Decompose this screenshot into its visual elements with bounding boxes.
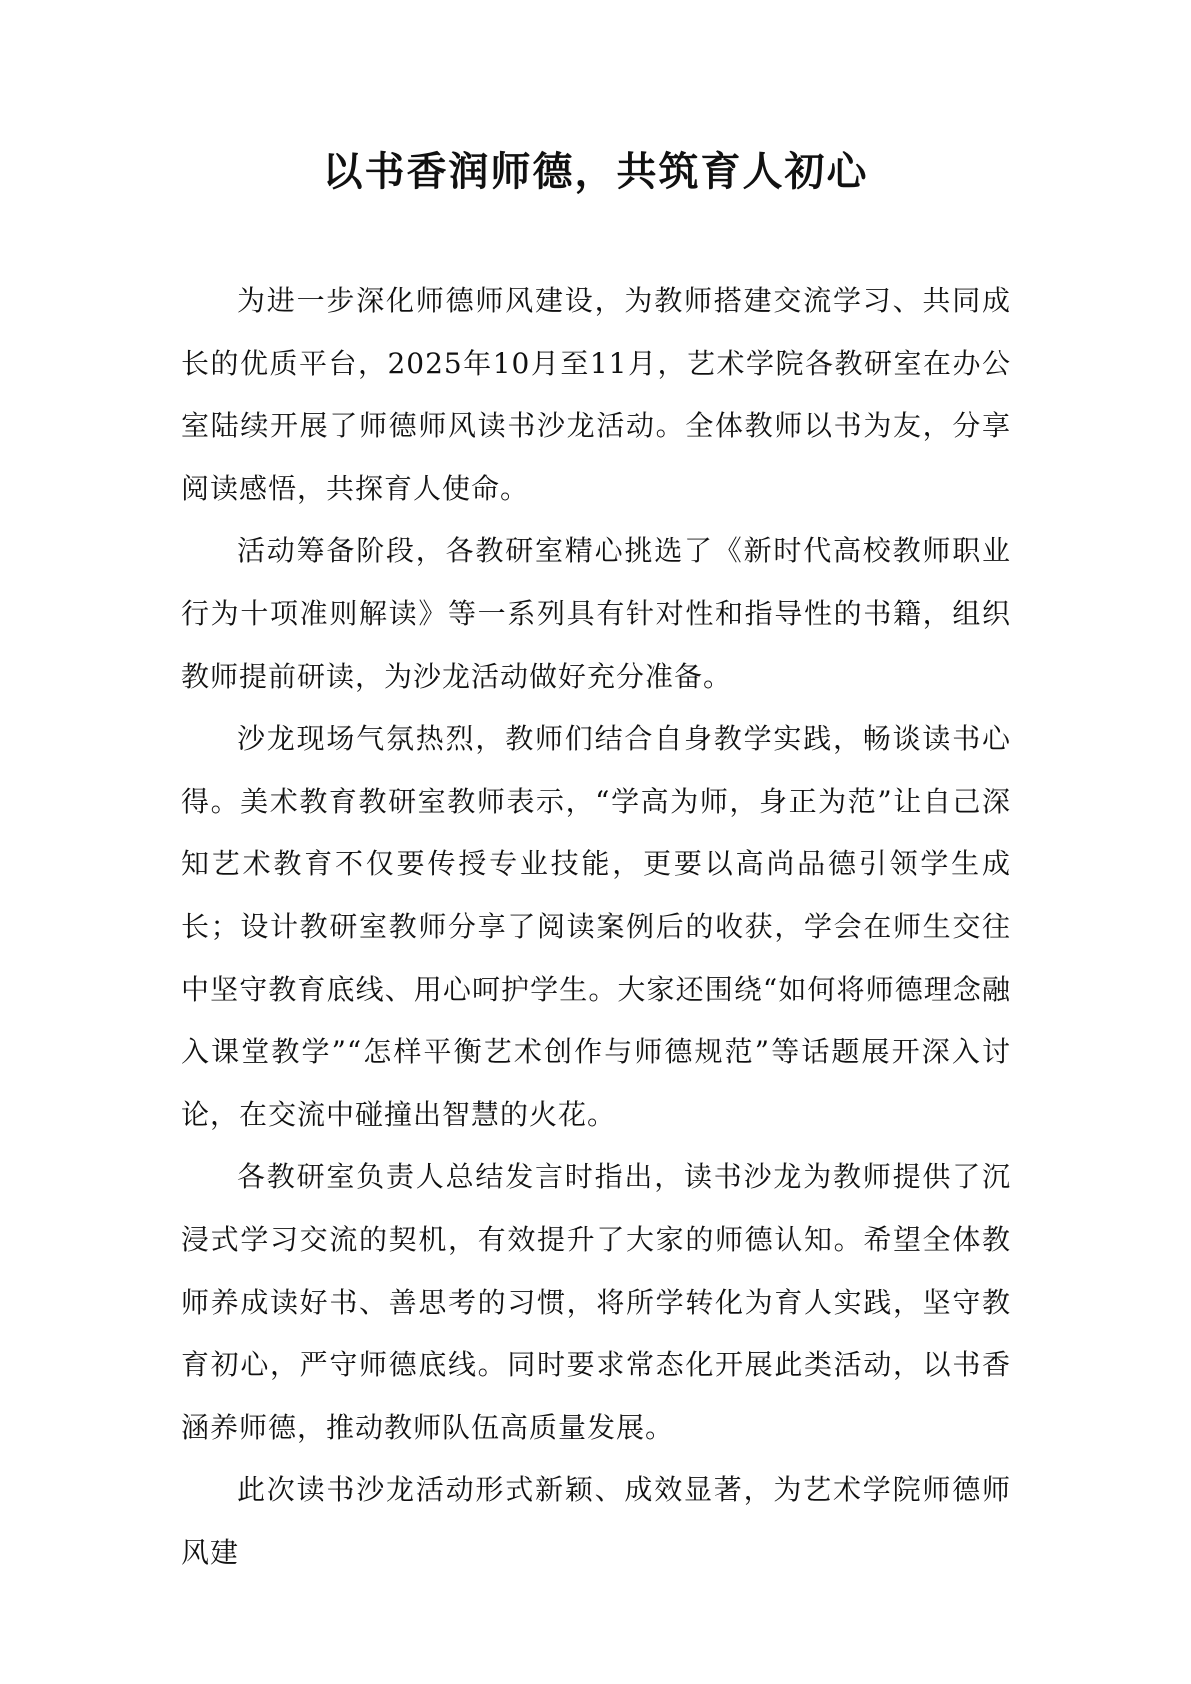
article-body (181, 270, 1011, 1584)
paragraph-1: 为进一步深化师德师风建设，为教师搭建交流学习、共同成长的优质平台，2025年10月至11月，艺术学院各教研室在办公室陆续开展了师德师风读书沙龙活动。全体教师以书为友，分享阅读感悟，共探育人使命。 (181, 284, 1011, 505)
page-title: 以书香润师德，共筑育人初心 (322, 149, 869, 195)
paragraph-5: 此次读书沙龙活动形式新颖、成效显著，为艺术学院师德师风建 (181, 1473, 1011, 1569)
paragraph-4: 各教研室负责人总结发言时指出，读书沙龙为教师提供了沉浸式学习交流的契机，有效提升了大家的师德认知。希望全体教师养成读好书、善思考的习惯，将所学转化为育人实践，坚守教育初心，严守师德底线。同时要求常态化开展此类活动，以书香涵养师德，推动教师队伍高质量发展。 (181, 1160, 1011, 1444)
paragraph-2: 活动筹备阶段，各教研室精心挑选了《新时代高校教师职业行为十项准则解读》等一系列具有针对性和指导性的书籍，组织教师提前研读，为沙龙活动做好充分准备。 (181, 534, 1011, 693)
paragraph-3: 沙龙现场气氛热烈，教师们结合自身教学实践，畅谈读书心得。美术教育教研室教师表示，“学高为师，身正为范”让自己深知艺术教育不仅要传授专业技能，更要以高尚品德引领学生成长；设计教研室教师分享了阅读案例后的收获，学会在师生交往中坚守教育底线、用心呵护学生。大家还围绕“如何将师德理念融入课堂教学”“怎样平衡艺术创作与师德规范”等话题展开深入讨论，在交流中碰撞出智慧的火花。 (181, 722, 1011, 1131)
